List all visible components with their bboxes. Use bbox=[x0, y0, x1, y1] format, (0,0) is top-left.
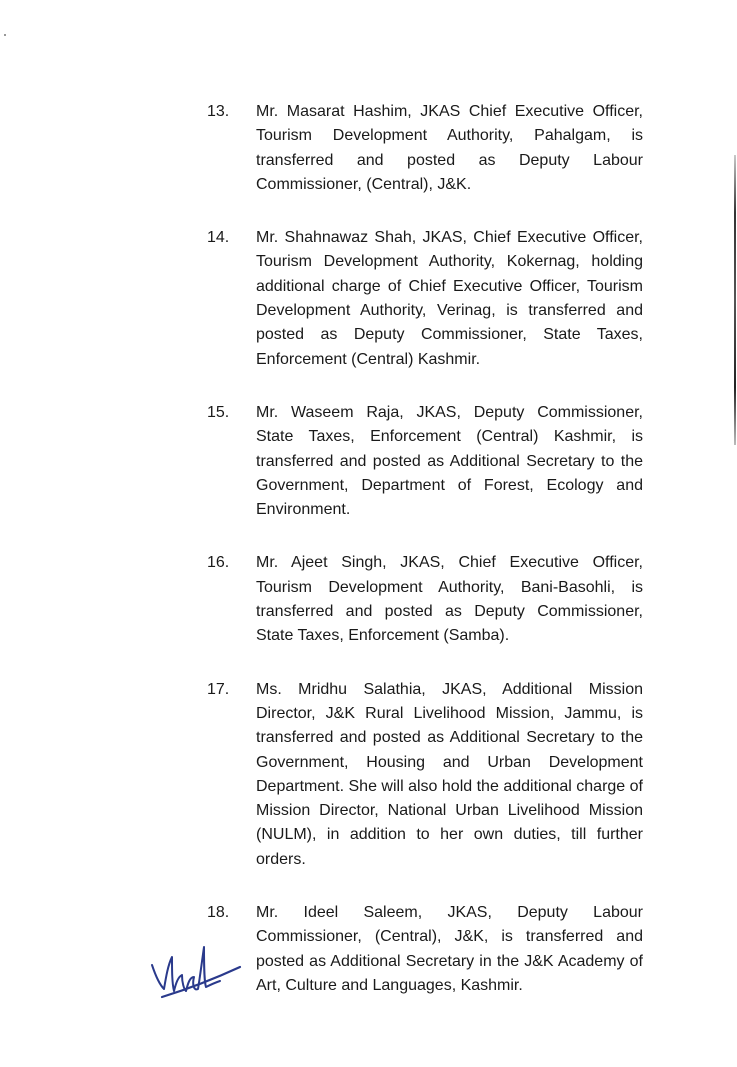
list-item-15 bbox=[207, 401, 643, 522]
item-number: 14. bbox=[207, 229, 230, 247]
list-item-13 bbox=[207, 100, 643, 197]
item-text: Mr. Ajeet Singh, JKAS, Chief Executive Officer, Tourism Development Authority, Bani-Basohli, is transferred and posted as Deputy Commissioner, State Taxes, Enforcement (Samba). bbox=[256, 554, 643, 645]
item-text: Mr. Waseem Raja, JKAS, Deputy Commissioner, State Taxes, Enforcement (Central) Kashmir, is transferred and posted as Additional Secretary to the Government, Department of Forest, Ecology and Environment. bbox=[256, 403, 643, 519]
list-item-17 bbox=[207, 678, 643, 872]
item-number: 15. bbox=[207, 403, 230, 421]
list-item-16 bbox=[207, 551, 643, 648]
item-text: Mr. Ideel Saleem, JKAS, Deputy Labour Commissioner, (Central), J&K, is transferred and posted as Additional Secretary in the J&K Academy of Art, Culture and Languages, Kashmir. bbox=[256, 904, 643, 994]
item-number: 16. bbox=[207, 554, 230, 572]
item-text: Ms. Mridhu Salathia, JKAS, Additional Mission Director, J&K Rural Livelihood Mission, Jammu, is transferred and posted as Additional Secretary to the Government, Housing and Urban Development Department. She will also hold the additional charge of Mission Director, National Urban Livelihood Mission (NULM), in addition to her own duties, till further orders. bbox=[256, 680, 643, 868]
item-text: Mr. Masarat Hashim, JKAS Chief Executive Officer, Tourism Development Authority, Pahalgam, is transferred and posted as Deputy Labour Commissioner, (Central), J&K. bbox=[256, 103, 643, 193]
list-item-14 bbox=[207, 226, 643, 372]
scan-edge-line bbox=[734, 155, 736, 445]
scan-speck bbox=[4, 34, 6, 36]
signature-icon bbox=[148, 937, 243, 1007]
item-number: 18. bbox=[207, 904, 230, 922]
transfer-order-list bbox=[207, 100, 643, 998]
item-text: Mr. Shahnawaz Shah, JKAS, Chief Executive Officer, Tourism Development Authority, Kokernag, holding additional charge of Chief Executive Officer, Tourism Development Authority, Verinag, is transferred and posted as Deputy Commissioner, State Taxes, Enforcement (Central) Kashmir. bbox=[256, 229, 643, 368]
list-item-18 bbox=[207, 901, 643, 998]
item-number: 17. bbox=[207, 680, 230, 698]
item-number: 13. bbox=[207, 103, 230, 120]
